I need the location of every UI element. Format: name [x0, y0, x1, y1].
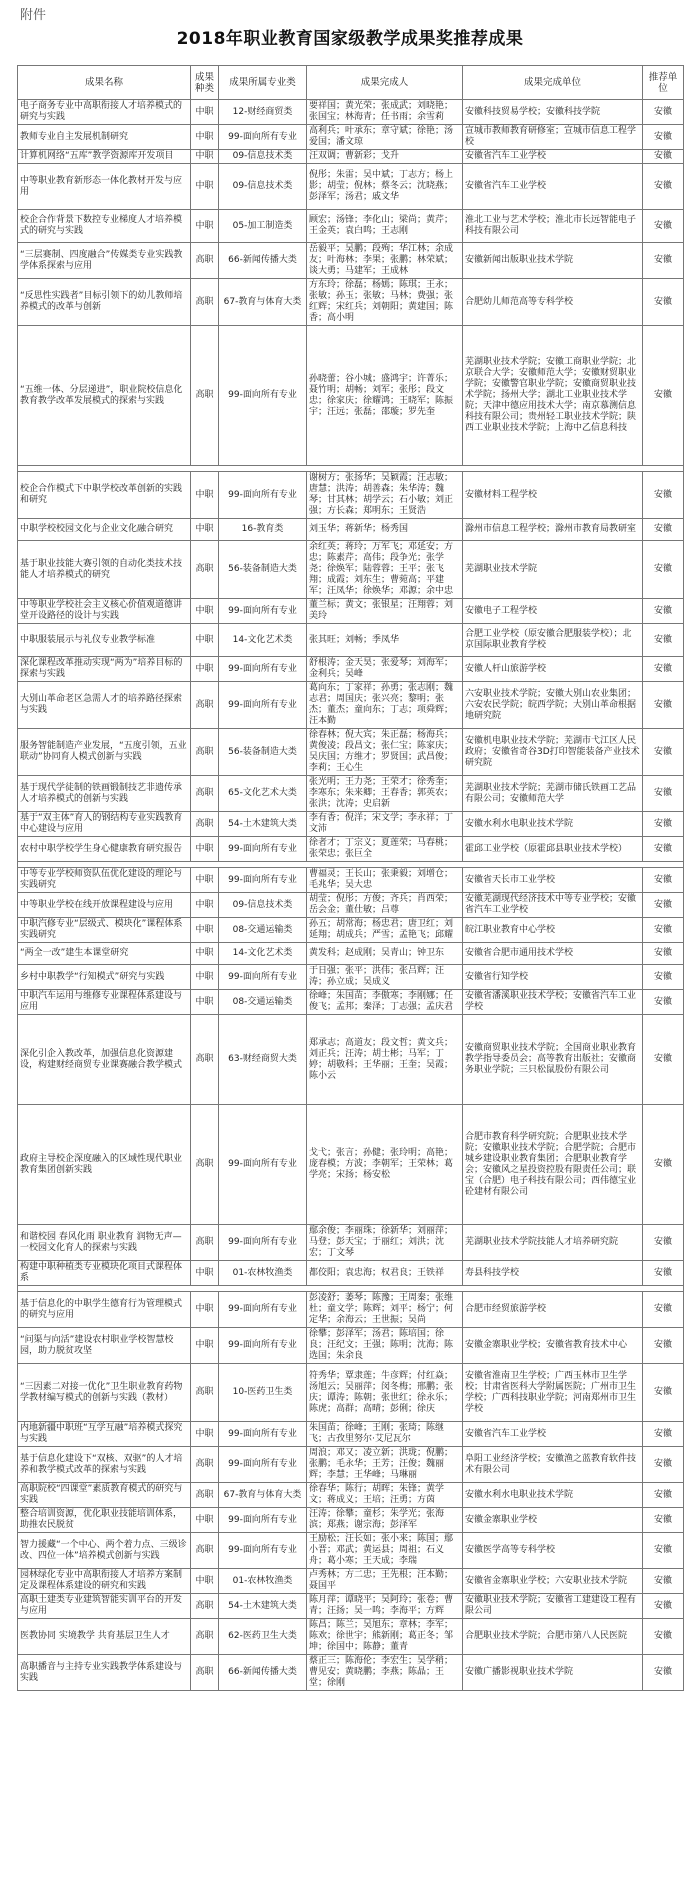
- cell-type: 中职: [191, 918, 219, 943]
- cell-name: 农村中职学校学生身心健康教育研究报告: [18, 837, 191, 862]
- cell-people: 余红英；蒋玲；万军飞；邓延安；方忠；陈素芹；高伟；段争光；张学尧；徐焕军；陆蓉蓉；王平；张飞翔；成霞；刘东生；曹菀高；平建军；汪凤华；徐焕华；邓源；余中忠: [307, 541, 463, 599]
- cell-name: 大别山革命老区急需人才的培养路径探索与实践: [18, 682, 191, 729]
- cell-recommender: 安徽: [643, 243, 684, 279]
- cell-unit: 安徽省行知学校: [463, 965, 643, 990]
- cell-people: 陈昌；陈兰；吴旭东；章林；李军；陈欢；徐世宇；熊新刚；葛正冬；邹坤；徐国中；陈静；董青: [307, 1619, 463, 1655]
- cell-major: 14-文化艺术类: [219, 624, 307, 657]
- cell-name: 乡村中职教学“行知模式”研究与实践: [18, 965, 191, 990]
- cell-name: 电子商务专业中高职衔接人才培养模式的研究与实践: [18, 100, 191, 125]
- table-row: [18, 541, 684, 599]
- cell-people: 彭凌舒；萎琴；陈豫；王周秦；张维杜；童文学；陈辉；刘平；杨宁；何定华；余海云；王世振；吴尚: [307, 1292, 463, 1328]
- cell-major: 99-面向所有专业: [219, 1447, 307, 1483]
- cell-name: 深化课程改革推动实现“两为”培养目标的探索与实践: [18, 657, 191, 682]
- cell-people: 要祥国；黄光荣；张成武；刘晓艳；张国宝；林海青；任书雨；余雪莉: [307, 100, 463, 125]
- cell-recommender: 安徽: [643, 1422, 684, 1447]
- cell-name: 内地新疆中职班“互学互融”培养模式探究与实践: [18, 1422, 191, 1447]
- col-header-unit: 成果完成单位: [463, 66, 643, 100]
- cell-type: 中职: [191, 1328, 219, 1364]
- cell-unit: 寿县科技学校: [463, 1261, 643, 1286]
- cell-unit: 安徽省合肥市通用技术学校: [463, 943, 643, 965]
- cell-type: 高职: [191, 812, 219, 837]
- cell-people: 孙五；胡常海；杨忠君；唐卫红；刘延翔；胡成兵；严雪；孟艳飞；邱耀: [307, 918, 463, 943]
- cell-people: 朱国苗；徐峰；王刚；张琦；陈继飞；古孜里努尔·艾尼瓦尔: [307, 1422, 463, 1447]
- cell-unit: 安徽省淮南卫生学校；广西玉林市卫生学校；甘肃省医科大学附属医院；广州市卫生学校；广西科技职业学院；河南郑州市卫生学校: [463, 1364, 643, 1422]
- table-row: [18, 1447, 684, 1483]
- cell-recommender: 安徽: [643, 1619, 684, 1655]
- cell-unit: 安徽职业技术学院；安徽省工建建设工程有限公司: [463, 1594, 643, 1619]
- cell-type: 高职: [191, 1483, 219, 1508]
- cell-name: 中职汽修专业“层级式、模块化”课程体系实践研究: [18, 918, 191, 943]
- cell-major: 10-医药卫生类: [219, 1364, 307, 1422]
- table-row: [18, 1105, 684, 1225]
- cell-type: 中职: [191, 990, 219, 1015]
- cell-major: 08-交通运输类: [219, 990, 307, 1015]
- cell-unit: 安徽机电职业技术学院；芜湖市弋江区人民政府；安徽省奇谷3D打印智能装备产业技术研究院: [463, 729, 643, 776]
- cell-recommender: 安徽: [643, 943, 684, 965]
- table-row: [18, 164, 684, 210]
- table-row: [18, 326, 684, 466]
- cell-people: 孙晓蕾；谷小城；盛鸿宇；许菁乐；聂竹明；胡畅；刘军；张彤；段文忠；徐家庆；徐耀鸿；王晓军；陈振宇；汪远；张磊；邵璇；罗先奎: [307, 326, 463, 466]
- cell-recommender: 安徽: [643, 1533, 684, 1569]
- cell-recommender: 安徽: [643, 519, 684, 541]
- cell-major: 16-教育类: [219, 519, 307, 541]
- cell-unit: 芜湖职业技术学院技能人才培养研究院: [463, 1225, 643, 1261]
- cell-name: “反思性实践者”目标引领下的幼儿教师培养模式的改革与创新: [18, 279, 191, 326]
- cell-people: 徐春林；倪大宾；朱正磊；杨海兵；黄俊凌；段昌文；张仁宝；陈家庆；吴庆国；方维才；罗贤国；武昌俊；李莉；王心生: [307, 729, 463, 776]
- table-row: [18, 100, 684, 125]
- cell-name: “五维一体、分层递进”，职业院校信息化教育教学改革发展模式的探索与实践: [18, 326, 191, 466]
- cell-type: 中职: [191, 164, 219, 210]
- col-header-recommender: 推荐单位: [643, 66, 684, 100]
- cell-unit: 安徽芜湖现代经济技术中等专业学校；安徽省汽车工业学校: [463, 893, 643, 918]
- cell-people: 王励松；汪长如；张小来；陈国；鄢小晋；邓武；黄运县；周祖；石义舟；葛小寒；王天成；李瑞: [307, 1533, 463, 1569]
- cell-unit: 安徽省汽车工业学校: [463, 150, 643, 164]
- cell-unit: 滁州市信息工程学校；滁州市教育局教研室: [463, 519, 643, 541]
- cell-people: 张光明；王力尧；王荣才；徐秀奎；李寒东；朱来卿；王春香；郭英农；张洪；沈涛；史启新: [307, 776, 463, 812]
- cell-type: 中职: [191, 125, 219, 150]
- cell-recommender: 安徽: [643, 1225, 684, 1261]
- cell-recommender: 安徽: [643, 990, 684, 1015]
- cell-name: 中等专业学校师资队伍优化建设的理论与实践研究: [18, 868, 191, 893]
- cell-name: 中职服装展示与礼仪专业教学标准: [18, 624, 191, 657]
- cell-major: 14-文化艺术类: [219, 943, 307, 965]
- cell-type: 中职: [191, 657, 219, 682]
- cell-people: 顾宏；汤锋；李化山；梁尚；黄芹；王金英；袁白鸣；王志刚: [307, 210, 463, 243]
- cell-type: 高职: [191, 1619, 219, 1655]
- table-row: [18, 1261, 684, 1286]
- cell-recommender: 安徽: [643, 1292, 684, 1328]
- cell-name: 园林绿化专业中高职衔接人才培养方案制定及课程体系建设的研究和实践: [18, 1569, 191, 1594]
- cell-people: 郑承志；高道友；段文哲；黄文兵；刘正兵；汪涛；胡士彬；马军；丁婷；胡敬科；王华丽；王奎；吴霞；陈小云: [307, 1015, 463, 1105]
- cell-unit: 六安职业技术学院；安徽大别山农业集团；六安农民学院；皖西学院；大别山革命根据地研究院: [463, 682, 643, 729]
- cell-type: 高职: [191, 1015, 219, 1105]
- cell-unit: 安徽材料工程学校: [463, 472, 643, 519]
- cell-type: 高职: [191, 1655, 219, 1691]
- cell-recommender: 安徽: [643, 1364, 684, 1422]
- recommended-achievements-table: [17, 65, 683, 1691]
- cell-people: 徐攀；彭泽军；汤君；陈培国；徐良；汪纪文；王强；陈明；沈海；陈选国；朱余良: [307, 1328, 463, 1364]
- cell-recommender: 安徽: [643, 868, 684, 893]
- cell-major: 09-信息技术类: [219, 150, 307, 164]
- cell-major: 62-医药卫生大类: [219, 1619, 307, 1655]
- cell-type: 高职: [191, 541, 219, 599]
- table-row: [18, 812, 684, 837]
- cell-major: 01-农林牧渔类: [219, 1569, 307, 1594]
- table-row: [18, 868, 684, 893]
- cell-type: 中职: [191, 210, 219, 243]
- cell-major: 67-教育与体育大类: [219, 279, 307, 326]
- cell-people: 高利兵；叶承东；章守斌；徐艳；汤爱国；潘文琼: [307, 125, 463, 150]
- cell-recommender: 安徽: [643, 624, 684, 657]
- cell-name: 高职播音与主持专业实践教学体系建设与实践: [18, 1655, 191, 1691]
- table-row: [18, 472, 684, 519]
- col-header-major: 成果所属专业类: [219, 66, 307, 100]
- table-row: [18, 599, 684, 624]
- cell-recommender: 安徽: [643, 150, 684, 164]
- cell-major: 99-面向所有专业: [219, 657, 307, 682]
- cell-unit: 安徽金寨职业学校；安徽省教育技术中心: [463, 1328, 643, 1364]
- cell-name: 医教协同 实境教学 共育基层卫生人才: [18, 1619, 191, 1655]
- col-header-people: 成果完成人: [307, 66, 463, 100]
- cell-unit: 合肥职业技术学院；合肥市第八人民医院: [463, 1619, 643, 1655]
- cell-type: 中职: [191, 943, 219, 965]
- cell-recommender: 安徽: [643, 1594, 684, 1619]
- cell-recommender: 安徽: [643, 918, 684, 943]
- cell-recommender: 安徽: [643, 1655, 684, 1691]
- cell-people: 徐春华；陈行；胡晖；朱锋；黄学文；蒋成义；王培；汪勇；方茵: [307, 1483, 463, 1508]
- cell-name: 和谐校园 春风化雨 职业教育 润物无声—一校园文化育人的探索与实践: [18, 1225, 191, 1261]
- table-row: [18, 729, 684, 776]
- cell-unit: 芜湖职业技术学院；芜湖市储氏铁画工艺品有限公司；安徽师范大学: [463, 776, 643, 812]
- cell-recommender: 安徽: [643, 1483, 684, 1508]
- page-title: 2018年职业教育国家级教学成果奖推荐成果: [176, 29, 524, 49]
- table-row: [18, 1483, 684, 1508]
- table-row: [18, 1292, 684, 1328]
- cell-type: 高职: [191, 776, 219, 812]
- cell-unit: 合肥市教育科学研究院；合肥职业技术学院；安徽职业技术学院；合肥学院；合肥市城乡建设职业教育集团；合肥职业教育学会；安徽风之星投资控股有限责任公司；联宝（合肥）电子科技有限公司；西伟德宝业砼建材有限公司: [463, 1105, 643, 1225]
- cell-people: 蔡正三；陈海伦；李宏生；吴学稍；曹见安；黄晓鹏；李燕；陈晶；王堂；徐刚: [307, 1655, 463, 1691]
- cell-name: 校企合作模式下中职学校改革创新的实践和研究: [18, 472, 191, 519]
- cell-recommender: 安徽: [643, 472, 684, 519]
- cell-name: 中职汽车运用与维修专业课程体系建设与应用: [18, 990, 191, 1015]
- cell-name: 构建中职种植类专业模块化项目式课程体系: [18, 1261, 191, 1286]
- table-row: [18, 624, 684, 657]
- cell-type: 中职: [191, 1508, 219, 1533]
- table-row: [18, 657, 684, 682]
- table-row: [18, 990, 684, 1015]
- cell-major: 99-面向所有专业: [219, 1328, 307, 1364]
- cell-recommender: 安徽: [643, 729, 684, 776]
- cell-type: 中职: [191, 599, 219, 624]
- cell-major: 63-财经商贸大类: [219, 1015, 307, 1105]
- cell-major: 54-土木建筑大类: [219, 1594, 307, 1619]
- cell-people: 谢树方；张扬华；吴颖霞；汪志敏；唐慧；洪涛；胡善森；朱华涛；魏琴；甘其林；胡学云；石小敏；刘正强；方长森；郑明东；王贤浩: [307, 472, 463, 519]
- cell-type: 高职: [191, 1447, 219, 1483]
- table-row: [18, 150, 684, 164]
- cell-people: 符秀华；覃隶莲；牛彦辉；付红焱；汤旭云；吴丽萍；闵冬梅；邢鹏；张庆；谭涛；陈朝；张世红；徐永乐；陈虎；高群；高晴；彭俐；徐庆: [307, 1364, 463, 1422]
- table-row: [18, 893, 684, 918]
- cell-major: 99-面向所有专业: [219, 125, 307, 150]
- cell-people: 卢秀林；方二忠；王先根；汪本勤；聂国平: [307, 1569, 463, 1594]
- cell-type: 中职: [191, 893, 219, 918]
- cell-type: 高职: [191, 326, 219, 466]
- cell-major: 12-财经商贸类: [219, 100, 307, 125]
- cell-name: 计算机网络“五库”教学资源库开发项目: [18, 150, 191, 164]
- table-row: [18, 837, 684, 862]
- table-row: [18, 918, 684, 943]
- cell-people: 张其旺；刘畅；季凤华: [307, 624, 463, 657]
- cell-type: 中职: [191, 868, 219, 893]
- cell-type: 中职: [191, 100, 219, 125]
- cell-type: 高职: [191, 279, 219, 326]
- cell-name: 基于职业技能大赛引领的自动化类技术技能人才培养模式的研究: [18, 541, 191, 599]
- cell-type: 中职: [191, 1261, 219, 1286]
- cell-name: 政府主导校企深度融入的区域性现代职业教育集团创新实践: [18, 1105, 191, 1225]
- cell-recommender: 安徽: [643, 1261, 684, 1286]
- table-row: [18, 1015, 684, 1105]
- cell-name: 深化引企入教改革，加强信息化资源建设，构建财经商贸专业课赛融合教学模式: [18, 1015, 191, 1105]
- cell-name: 基于“双主体”育人的钢结构专业实践教育中心建设与应用: [18, 812, 191, 837]
- cell-unit: 阜阳工业经济学校；安徽渔之蓝教育软件技术有限公司: [463, 1447, 643, 1483]
- table-row: [18, 210, 684, 243]
- cell-unit: 安徽水利水电职业技术学院: [463, 1483, 643, 1508]
- table-row: [18, 1655, 684, 1691]
- cell-major: 67-教育与体育大类: [219, 1483, 307, 1508]
- cell-name: 智力援藏“一个中心、两个着力点、三级诊改、四位一体”培养模式创新与实践: [18, 1533, 191, 1569]
- table-header-row: [18, 66, 684, 100]
- cell-unit: 安徽省汽车工业学校: [463, 164, 643, 210]
- cell-unit: 宣城市教师教育研修室；宣城市信息工程学校: [463, 125, 643, 150]
- cell-recommender: 安徽: [643, 326, 684, 466]
- cell-unit: 安徽省潘溪职业技术学校；安徽省汽车工业学校: [463, 990, 643, 1015]
- cell-name: 基于信息化的中职学生德育行为管理模式的研究与应用: [18, 1292, 191, 1328]
- cell-unit: 安徽科技贸易学校；安徽科技学院: [463, 100, 643, 125]
- cell-people: 鄢余俊；李丽珠；徐新华；刘丽萍；马登；彭天宝；于丽红；刘洪；沈宏；丁文琴: [307, 1225, 463, 1261]
- cell-name: “两全一改”建生本课堂研究: [18, 943, 191, 965]
- cell-people: 黄发科；赵成刚；吴青山；钟卫东: [307, 943, 463, 965]
- cell-people: 戈弋；张言；孙健；张玲明；高艳；庞春模；方波；李朝军；王荣林；葛学亮；宋扬；杨安松: [307, 1105, 463, 1225]
- cell-unit: 芜湖职业技术学院；安徽工商职业学院；北京联合大学；安徽师范大学；安徽财贸职业学院；安徽警官职业学院；安徽商贸职业技术学院；扬州大学；湖北工业职业技术学院；天津中德应用技术大学；南京慕测信息科技有限公司；贵州轻工职业技术学院；陕西工业职业技术学院；上海中乙信息科技: [463, 326, 643, 466]
- table-row: [18, 279, 684, 326]
- cell-type: 高职: [191, 1364, 219, 1422]
- table-row: [18, 519, 684, 541]
- cell-major: 99-面向所有专业: [219, 472, 307, 519]
- cell-major: 99-面向所有专业: [219, 1508, 307, 1533]
- table-row: [18, 682, 684, 729]
- cell-people: 倪彤；朱雷；吴中斌；丁志方；杨上影；胡莹；倪林；蔡冬云；沈晓燕；彭泽军；汤君；戚文华: [307, 164, 463, 210]
- cell-unit: 安徽金寨职业学校: [463, 1508, 643, 1533]
- cell-major: 01-农林牧渔类: [219, 1261, 307, 1286]
- cell-people: 汪涛；徐攀；童杉；朱学光；张海滨；郑燕；谢宗海；彭泽军: [307, 1508, 463, 1533]
- cell-type: 高职: [191, 1594, 219, 1619]
- cell-major: 99-面向所有专业: [219, 326, 307, 466]
- cell-major: 05-加工制造类: [219, 210, 307, 243]
- cell-unit: 安徽水利水电职业技术学院: [463, 812, 643, 837]
- cell-major: 65-文化艺术大类: [219, 776, 307, 812]
- table-row: [18, 1594, 684, 1619]
- cell-major: 09-信息技术类: [219, 893, 307, 918]
- cell-recommender: 安徽: [643, 776, 684, 812]
- cell-name: 服务智能制造产业发展，“五度引领，五业联动”协同育人模式创新与实践: [18, 729, 191, 776]
- cell-people: 于日强；张平；洪伟；张吕辉；汪涛；孙立成；吴成义: [307, 965, 463, 990]
- cell-recommender: 安徽: [643, 100, 684, 125]
- cell-people: 刘玉华；蒋新华；杨秀国: [307, 519, 463, 541]
- col-header-type: 成果种类: [191, 66, 219, 100]
- cell-type: 中职: [191, 472, 219, 519]
- cell-people: 李有香；倪洋；宋文学；李永祥；丁文沛: [307, 812, 463, 837]
- cell-type: 中职: [191, 965, 219, 990]
- cell-recommender: 安徽: [643, 164, 684, 210]
- table-row: [18, 965, 684, 990]
- cell-major: 99-面向所有专业: [219, 682, 307, 729]
- cell-major: 99-面向所有专业: [219, 1422, 307, 1447]
- cell-type: 中职: [191, 1422, 219, 1447]
- cell-people: 徐峰；朱国苗；李傲寒；李刚娜；任俊飞；孟邦；秦泽；丁志强；孟庆君: [307, 990, 463, 1015]
- cell-major: 54-土木建筑大类: [219, 812, 307, 837]
- cell-type: 中职: [191, 150, 219, 164]
- table-row: [18, 243, 684, 279]
- cell-unit: 合肥工业学校（原安徽合肥服装学校）；北京国际职业教育学校: [463, 624, 643, 657]
- cell-name: 基于信息化建设下“双核、双驱”的人才培养和教学模式改革的探索与实践: [18, 1447, 191, 1483]
- cell-name: “三层赛制、四度融合”传媒类专业实践教学体系探索与应用: [18, 243, 191, 279]
- cell-recommender: 安徽: [643, 125, 684, 150]
- cell-people: 葛向东；丁家祥；孙勇；张志刚；魏志君；周国庆；张兴亮；黎明；张杰；董杰；童向东；丁志；项舜辉；汪本勤: [307, 682, 463, 729]
- cell-unit: 皖江职业教育中心学校: [463, 918, 643, 943]
- cell-name: 校企合作背景下数控专业梯度人才培养模式的研究与实践: [18, 210, 191, 243]
- cell-type: 中职: [191, 1569, 219, 1594]
- cell-major: 08-交通运输类: [219, 918, 307, 943]
- cell-people: 岳毅平；吴鹏；段殉；华江林；余成友；叶海林；李果；张鹏；林荣斌；谈大勇；马建军；王成林: [307, 243, 463, 279]
- cell-recommender: 安徽: [643, 599, 684, 624]
- cell-recommender: 安徽: [643, 1328, 684, 1364]
- cell-recommender: 安徽: [643, 1015, 684, 1105]
- cell-people: 舒根涛；金天昊；张爱琴；刘海军；金利兵；吴峰: [307, 657, 463, 682]
- cell-name: 教师专业自主发展机制研究: [18, 125, 191, 150]
- cell-recommender: 安徽: [643, 682, 684, 729]
- cell-major: 99-面向所有专业: [219, 599, 307, 624]
- cell-unit: 安徽省天长市工业学校: [463, 868, 643, 893]
- cell-unit: 霍邱工业学校（原霍邱县职业技术学校）: [463, 837, 643, 862]
- table-row: [18, 1619, 684, 1655]
- cell-unit: 安徽医学高等专科学校: [463, 1533, 643, 1569]
- table-row: [18, 125, 684, 150]
- cell-major: 56-装备制造大类: [219, 729, 307, 776]
- table-row: [18, 1422, 684, 1447]
- cell-type: 中职: [191, 519, 219, 541]
- cell-name: “问渠与向活”建设农村职业学校智慧校园，助力脱贫攻坚: [18, 1328, 191, 1364]
- cell-unit: 安徽新闻出版职业技术学院: [463, 243, 643, 279]
- cell-major: 66-新闻传播大类: [219, 243, 307, 279]
- table-row: [18, 1364, 684, 1422]
- cell-name: 中等职业学校社会主义核心价值观道德讲堂开设路径的设计与实践: [18, 599, 191, 624]
- cell-unit: 安徽广播影视职业技术学院: [463, 1655, 643, 1691]
- cell-name: 中等职业教育新形态一体化教材开发与应用: [18, 164, 191, 210]
- cell-people: 董兰标；黄文；张银星；汪翔蓉；刘美玲: [307, 599, 463, 624]
- cell-recommender: 安徽: [643, 1508, 684, 1533]
- table-body: [18, 100, 684, 1691]
- cell-unit: 安徽人杆山旅游学校: [463, 657, 643, 682]
- cell-unit: 淮北工业与艺术学校；淮北市长远智能电子科技有限公司: [463, 210, 643, 243]
- cell-type: 中职: [191, 837, 219, 862]
- cell-recommender: 安徽: [643, 1105, 684, 1225]
- table-row: [18, 776, 684, 812]
- cell-recommender: 安徽: [643, 541, 684, 599]
- cell-recommender: 安徽: [643, 837, 684, 862]
- cell-major: 99-面向所有专业: [219, 1225, 307, 1261]
- cell-name: 高职土建类专业建筑智能实训平台的开发与应用: [18, 1594, 191, 1619]
- cell-major: 09-信息技术类: [219, 164, 307, 210]
- cell-recommender: 安徽: [643, 657, 684, 682]
- cell-recommender: 安徽: [643, 1569, 684, 1594]
- cell-people: 汪双调；曹新彩；戈升: [307, 150, 463, 164]
- cell-name: 整合培训资源，优化职业技能培训体系，助推农民脱贫: [18, 1508, 191, 1533]
- cell-major: 56-装备制造大类: [219, 541, 307, 599]
- table-row: [18, 943, 684, 965]
- attachment-label: 附件: [20, 8, 47, 23]
- cell-major: 99-面向所有专业: [219, 837, 307, 862]
- cell-major: 99-面向所有专业: [219, 1292, 307, 1328]
- cell-type: 中职: [191, 624, 219, 657]
- cell-recommender: 安徽: [643, 965, 684, 990]
- cell-people: 都佼阳；袁忠海；权君良；王铁祥: [307, 1261, 463, 1286]
- cell-recommender: 安徽: [643, 279, 684, 326]
- cell-people: 胡莹；倪彤；方俊；齐兵；肖西荣；岳会金；董仕敏；吕尊: [307, 893, 463, 918]
- cell-type: 高职: [191, 682, 219, 729]
- table-row: [18, 1225, 684, 1261]
- cell-type: 高职: [191, 1533, 219, 1569]
- cell-type: 中职: [191, 1292, 219, 1328]
- cell-unit: 合肥幼儿师范高等专科学校: [463, 279, 643, 326]
- cell-name: “三因素二对接一优化”卫生职业教育药物学教材编写模式的创新与实践（教材）: [18, 1364, 191, 1422]
- table-row: [18, 1569, 684, 1594]
- cell-major: 99-面向所有专业: [219, 1533, 307, 1569]
- cell-major: 99-面向所有专业: [219, 965, 307, 990]
- cell-type: 高职: [191, 1225, 219, 1261]
- cell-major: 99-面向所有专业: [219, 1105, 307, 1225]
- cell-type: 高职: [191, 1105, 219, 1225]
- cell-people: 方东玲；徐磊；杨嫣；陈琪；王永；张敏；孙玉；张敏；马林；费强；张红辉；宋红兵；刘朝阳；黄建国；陈香；高小明: [307, 279, 463, 326]
- cell-unit: 安徽省汽车工业学校: [463, 1422, 643, 1447]
- cell-unit: 芜湖职业技术学院: [463, 541, 643, 599]
- cell-recommender: 安徽: [643, 210, 684, 243]
- table-row: [18, 1328, 684, 1364]
- cell-people: 周浪；邓又；凌立新；洪珑；倪鹏；张鹏；毛永华；王芳；汪俊；魏丽辉；李慧；王华峰；马琳丽: [307, 1447, 463, 1483]
- cell-unit: 安徽电子工程学校: [463, 599, 643, 624]
- table-row: [18, 1508, 684, 1533]
- col-header-name: 成果名称: [18, 66, 191, 100]
- cell-unit: 合肥市经贸旅游学校: [463, 1292, 643, 1328]
- cell-unit: 安徽商贸职业技术学院；全国商业职业教育教学指导委员会；高等教育出版社；安徽商务职业学院；三只松鼠股份有限公司: [463, 1015, 643, 1105]
- cell-name: 中职学校校园文化与企业文化融合研究: [18, 519, 191, 541]
- cell-unit: 安徽省金寨职业学校；六安职业技术学院: [463, 1569, 643, 1594]
- cell-major: 99-面向所有专业: [219, 868, 307, 893]
- cell-people: 陈月萍；谭晓平；吴阿玲；张卷；曹青；汪扬；吴一鸣；李海平；方辉: [307, 1594, 463, 1619]
- cell-people: 徐者才；丁宗义；夏莲荣；马春桃；张荣忠；张巨全: [307, 837, 463, 862]
- cell-name: 中等职业学校在线开放课程建设与应用: [18, 893, 191, 918]
- cell-major: 66-新闻传播大类: [219, 1655, 307, 1691]
- cell-people: 曹福灵；王长山；张秉毅；刘增仓；毛兆华；吴大忠: [307, 868, 463, 893]
- cell-name: 基于现代学徒制的铁画锻制技艺非遗传承人才培养模式的创新与实践: [18, 776, 191, 812]
- table-row: [18, 1533, 684, 1569]
- cell-type: 高职: [191, 243, 219, 279]
- cell-name: 高职院校“四课堂”素质教育模式的研究与实践: [18, 1483, 191, 1508]
- cell-recommender: 安徽: [643, 893, 684, 918]
- cell-recommender: 安徽: [643, 1447, 684, 1483]
- cell-recommender: 安徽: [643, 812, 684, 837]
- cell-type: 高职: [191, 729, 219, 776]
